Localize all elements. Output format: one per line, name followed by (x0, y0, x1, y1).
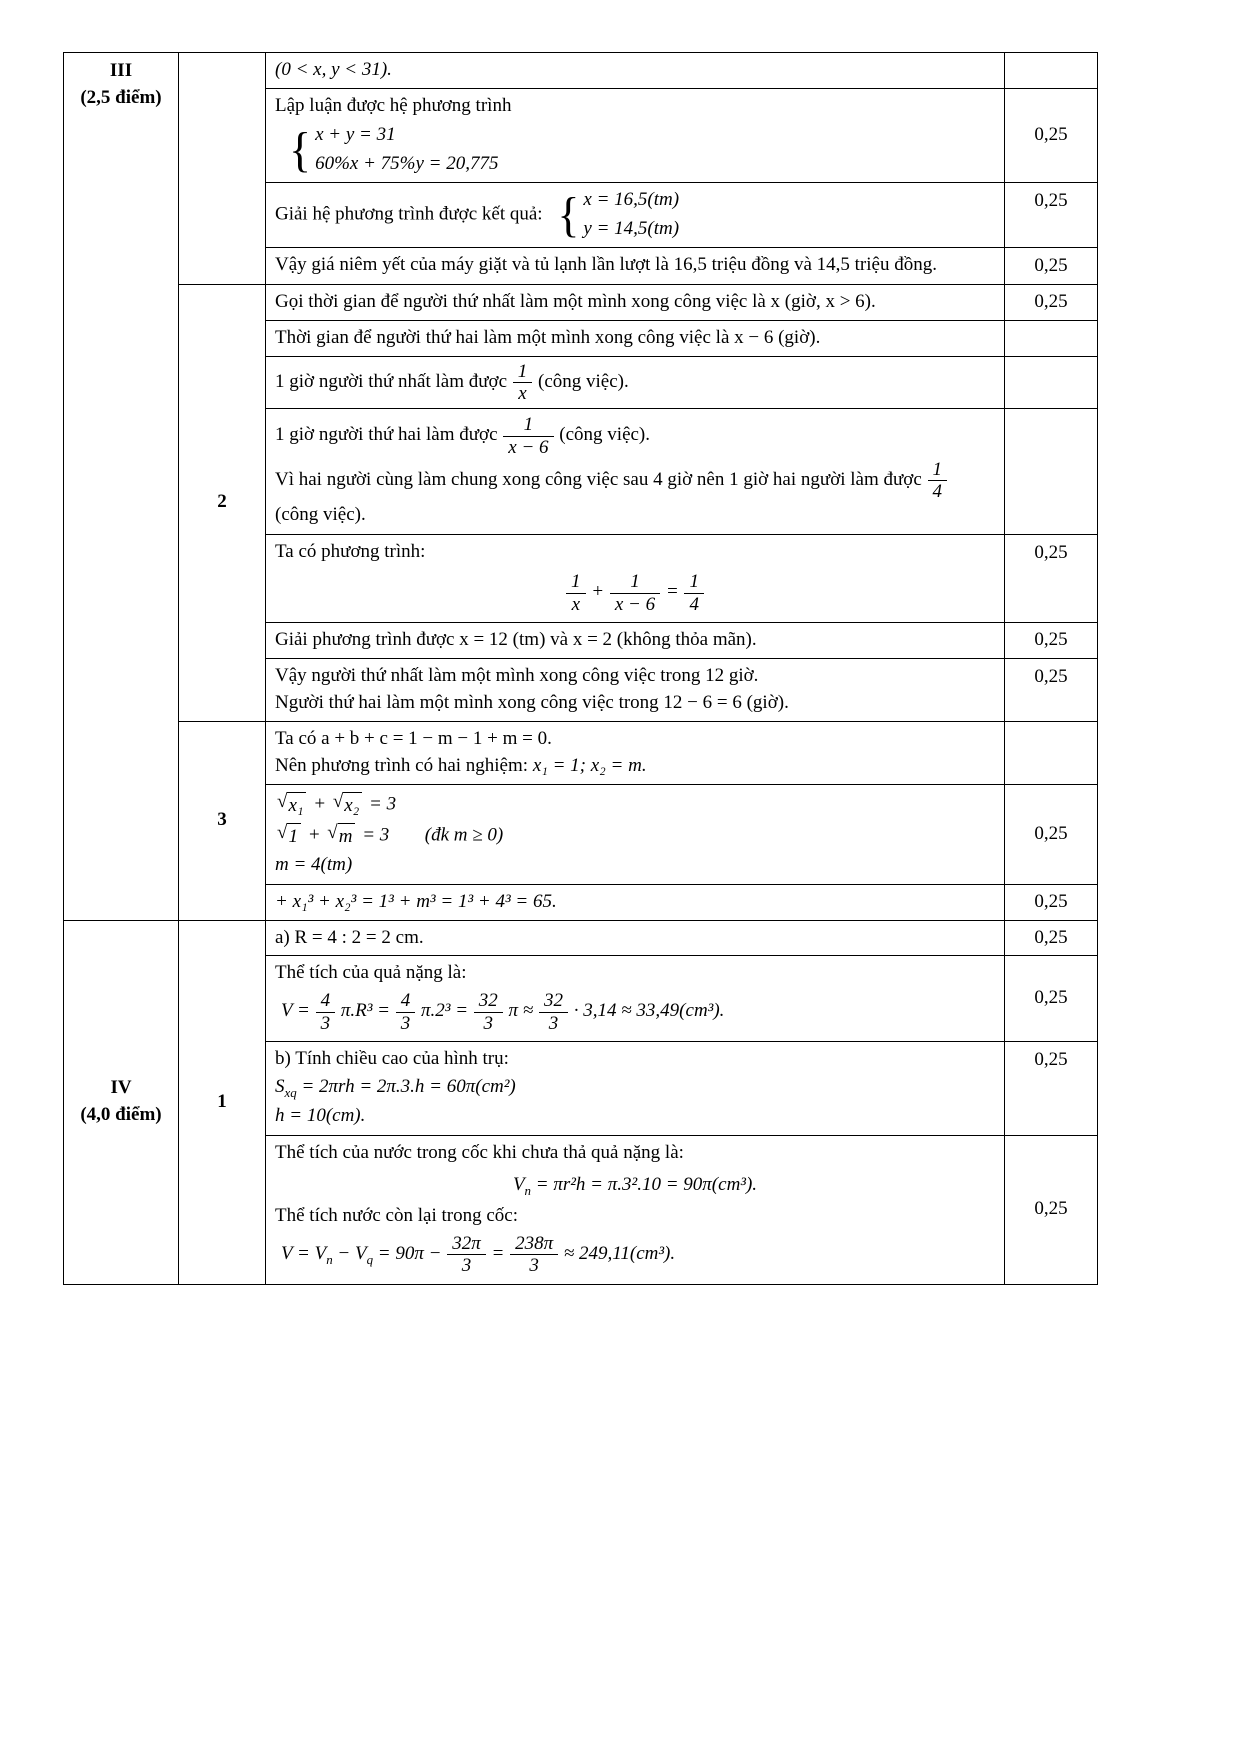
operator: = (491, 1243, 505, 1265)
score-value: 0,25 (1034, 628, 1068, 650)
numerator: 32π (452, 1233, 481, 1255)
cell-question-number-blank (179, 53, 266, 285)
water-volume-formula (275, 1172, 995, 1200)
question-number: 1 (217, 1090, 227, 1112)
equation-line (275, 790, 995, 820)
fraction (565, 571, 587, 615)
table-row (64, 721, 1098, 784)
math-text: π.2³ = (421, 1000, 469, 1022)
points-cell (1005, 284, 1098, 320)
cell-question-number-3 (179, 721, 266, 920)
points-cell (1005, 721, 1098, 784)
question-number: 2 (217, 491, 227, 513)
math-text: π.R³ = (340, 1000, 390, 1022)
solution-text: Thời gian để người thứ hai làm một mình xong công việc là x − 6 (giờ). (275, 326, 821, 348)
solution-text: Lập luận được hệ phương trình (275, 94, 512, 116)
content-cell (266, 182, 1005, 247)
denominator: 3 (447, 1254, 486, 1276)
equation: x + y = 31 (315, 123, 396, 145)
denominator: 3 (396, 1012, 416, 1034)
math-text: x₁ = 1; x₂ = m. (532, 754, 647, 776)
math-text: = πr²h = π.3².10 = 90π(cm³). (535, 1174, 758, 1196)
content-cell (266, 284, 1005, 320)
numerator: 1 (630, 571, 640, 593)
cell-question-number-1 (179, 920, 266, 1284)
content-cell (266, 658, 1005, 721)
equation: 60%x + 75%y = 20,775 (315, 152, 499, 174)
content-cell (266, 409, 1005, 535)
points-cell (1005, 53, 1098, 89)
math-text: V = V (281, 1243, 327, 1265)
equation: x = 16,5(tm) (583, 188, 680, 210)
paragraph (275, 414, 995, 458)
paragraph (275, 753, 995, 780)
score-value: 0,25 (1034, 665, 1068, 687)
equation-line: m = 4(tm) (275, 853, 353, 875)
operator: + (313, 792, 327, 814)
denominator: 3 (510, 1254, 558, 1276)
solution-text: b) Tính chiều cao của hình trụ: (275, 1047, 509, 1069)
score-value: 0,25 (1034, 123, 1068, 145)
fraction (538, 990, 569, 1034)
points-cell (1005, 182, 1098, 247)
content-cell (266, 784, 1005, 884)
grading-rubric-table (63, 52, 1098, 1285)
section-title: IV (110, 1077, 132, 1099)
points-cell (1005, 658, 1098, 721)
denominator: 3 (474, 1012, 503, 1034)
lateral-surface-formula (275, 1074, 995, 1102)
subscript: n (326, 1252, 333, 1268)
square-root (327, 821, 355, 851)
content-cell (266, 721, 1005, 784)
solution-text: Ta có phương trình: (275, 541, 426, 563)
solution-text: 1 giờ người thứ nhất làm được (275, 370, 508, 392)
math-text: = 90π − (377, 1243, 442, 1265)
score-value: 0,25 (1034, 890, 1068, 912)
points-cell (1005, 920, 1098, 956)
points-cell (1005, 956, 1098, 1042)
denominator: x − 6 (503, 436, 553, 458)
content-cell (266, 356, 1005, 409)
question-number: 3 (217, 809, 227, 831)
score-value: 0,25 (1034, 290, 1068, 312)
equation-system (557, 187, 679, 243)
points-cell (1005, 356, 1098, 409)
denominator: x (513, 382, 533, 404)
content-cell (266, 1136, 1005, 1285)
points-cell (1005, 622, 1098, 658)
subscript: n (524, 1182, 531, 1198)
square-root (333, 790, 362, 820)
denominator: x − 6 (610, 593, 660, 615)
left-brace: { (289, 122, 312, 177)
numerator: 1 (571, 571, 581, 593)
math-text: = 3 (369, 792, 397, 814)
section-points: (2,5 điểm) (80, 86, 162, 108)
numerator: 4 (400, 990, 411, 1012)
solution-text: Thể tích nước còn lại trong cốc: (275, 1205, 518, 1227)
solution-text: (công việc). (275, 504, 366, 526)
section-points: (4,0 điểm) (80, 1104, 162, 1126)
numerator: 32 (544, 990, 563, 1012)
points-cell (1005, 1136, 1098, 1285)
solution-text: Ta có a + b + c = 1 − m − 1 + m = 0. (275, 727, 552, 749)
solution-text: Gọi thời gian để người thứ nhất làm một mình xong công việc là x (giờ, x > 6). (275, 290, 876, 312)
equation-line: + x₁³ + x₂³ = 1³ + m³ = 1³ + 4³ = 65. (275, 890, 557, 912)
content-cell (266, 53, 1005, 89)
math-text: V = (281, 1000, 310, 1022)
solution-text: (0 < x, y < 31). (275, 59, 392, 80)
points-cell (1005, 247, 1098, 284)
height-result: h = 10(cm). (275, 1105, 366, 1127)
math-text: = 2πrh = 2π.3.h = 60π(cm²) (301, 1075, 516, 1097)
radicand: m (338, 823, 356, 851)
score-value: 0,25 (1034, 987, 1068, 1009)
fraction (473, 990, 504, 1034)
operator: = (665, 581, 679, 603)
left-brace: { (557, 187, 580, 242)
numerator: 1 (689, 571, 699, 593)
score-value: 0,25 (1034, 1198, 1068, 1220)
content-cell (266, 320, 1005, 356)
numerator: 32 (478, 990, 498, 1012)
content-cell (266, 88, 1005, 182)
solution-text: a) R = 4 : 2 = 2 cm. (275, 926, 424, 948)
content-cell (266, 247, 1005, 284)
equation: y = 14,5(tm) (583, 217, 680, 239)
subscript: xq (284, 1084, 297, 1100)
operator: + (591, 581, 605, 603)
cell-question-number-2 (179, 284, 266, 721)
fraction (315, 990, 337, 1034)
content-cell (266, 535, 1005, 623)
math-text: = 3 (362, 823, 390, 845)
denominator: 3 (316, 1012, 336, 1034)
score-value: 0,25 (1034, 254, 1068, 276)
points-cell (1005, 784, 1098, 884)
section-title: III (109, 60, 133, 81)
content-cell (266, 1041, 1005, 1135)
cell-section-iv (64, 920, 179, 1284)
solution-text: Thể tích của nước trong cốc khi chưa thả quả nặng là: (275, 1142, 684, 1164)
solution-text: (công việc). (538, 370, 629, 392)
content-cell (266, 920, 1005, 956)
table-row (64, 53, 1098, 89)
score-value: 0,25 (1034, 926, 1068, 948)
fraction (683, 571, 705, 615)
subscript: q (366, 1252, 374, 1268)
solution-text: Giải phương trình được x = 12 (tm) và x = 2 (không thỏa mãn). (275, 628, 757, 650)
denominator: 3 (539, 1012, 568, 1034)
radicand: x₂ (343, 792, 362, 820)
numerator: 1 (523, 414, 534, 436)
math-text: · 3,14 ≈ 33,49(cm³). (573, 1000, 725, 1022)
fraction (446, 1233, 487, 1277)
score-value: 0,25 (1034, 1048, 1068, 1070)
denominator: 4 (684, 593, 704, 615)
fraction (512, 361, 534, 405)
math-text: π ≈ (508, 1000, 534, 1022)
points-cell (1005, 1041, 1098, 1135)
equation-line (275, 821, 995, 851)
solution-text: Vậy người thứ nhất làm một mình xong công việc trong 12 giờ. (275, 664, 759, 686)
points-cell (1005, 320, 1098, 356)
solution-text: 1 giờ người thứ hai làm được (275, 424, 498, 446)
radical-sign: √ (277, 790, 288, 812)
math-text: S (275, 1075, 285, 1097)
condition-note: (đk m ≥ 0) (424, 823, 504, 845)
content-cell (266, 956, 1005, 1042)
math-text: − V (337, 1243, 367, 1265)
system-lines (583, 187, 679, 243)
paragraph (275, 459, 995, 530)
denominator: 4 (928, 480, 948, 502)
system-lines (315, 122, 498, 178)
radicand: x₁ (287, 792, 306, 820)
radical-sign: √ (327, 821, 338, 843)
table-row (64, 284, 1098, 320)
solution-text: Nên phương trình có hai nghiệm: (275, 754, 529, 776)
displayed-equation (275, 571, 995, 615)
equation-system (289, 122, 995, 178)
solution-text: Vì hai người cùng làm chung xong công việc sau 4 giờ nên 1 giờ hai người làm được (275, 468, 922, 490)
fraction (502, 414, 554, 458)
denominator: x (566, 593, 586, 615)
numerator: 238π (515, 1233, 554, 1255)
table-row (64, 920, 1098, 956)
volume-formula (281, 990, 995, 1034)
cell-section-iii (64, 53, 179, 921)
square-root (277, 790, 306, 820)
solution-text: (công việc). (559, 424, 651, 446)
fraction (609, 571, 661, 615)
points-cell (1005, 409, 1098, 535)
solution-text: Giải hệ phương trình được kết quả: (275, 203, 543, 225)
square-root (277, 821, 301, 851)
points-cell (1005, 535, 1098, 623)
score-value: 0,25 (1034, 189, 1068, 211)
numerator: 4 (320, 990, 331, 1012)
math-text: V (512, 1174, 525, 1196)
operator: + (307, 823, 321, 845)
radical-sign: √ (332, 790, 344, 812)
score-value: 0,25 (1034, 542, 1068, 564)
content-cell (266, 884, 1005, 920)
fraction (395, 990, 417, 1034)
points-cell (1005, 884, 1098, 920)
points-cell (1005, 88, 1098, 182)
solution-text: Vậy giá niêm yết của máy giặt và tủ lạnh lần lượt là 16,5 triệu đồng và 14,5 triệu đồng. (275, 253, 937, 275)
remaining-volume-formula (281, 1233, 995, 1277)
math-text: ≈ 249,11(cm³). (563, 1243, 676, 1265)
fraction (509, 1233, 559, 1277)
numerator: 1 (517, 360, 528, 382)
numerator: 1 (932, 458, 943, 480)
solution-text: Người thứ hai làm một mình xong công việc trong 12 − 6 = 6 (giờ). (275, 691, 789, 713)
content-cell (266, 622, 1005, 658)
score-value: 0,25 (1034, 822, 1068, 844)
radical-sign: √ (277, 821, 288, 843)
radicand: 1 (287, 823, 301, 851)
fraction (927, 459, 949, 503)
solution-text: Thể tích của quả nặng là: (275, 962, 467, 984)
